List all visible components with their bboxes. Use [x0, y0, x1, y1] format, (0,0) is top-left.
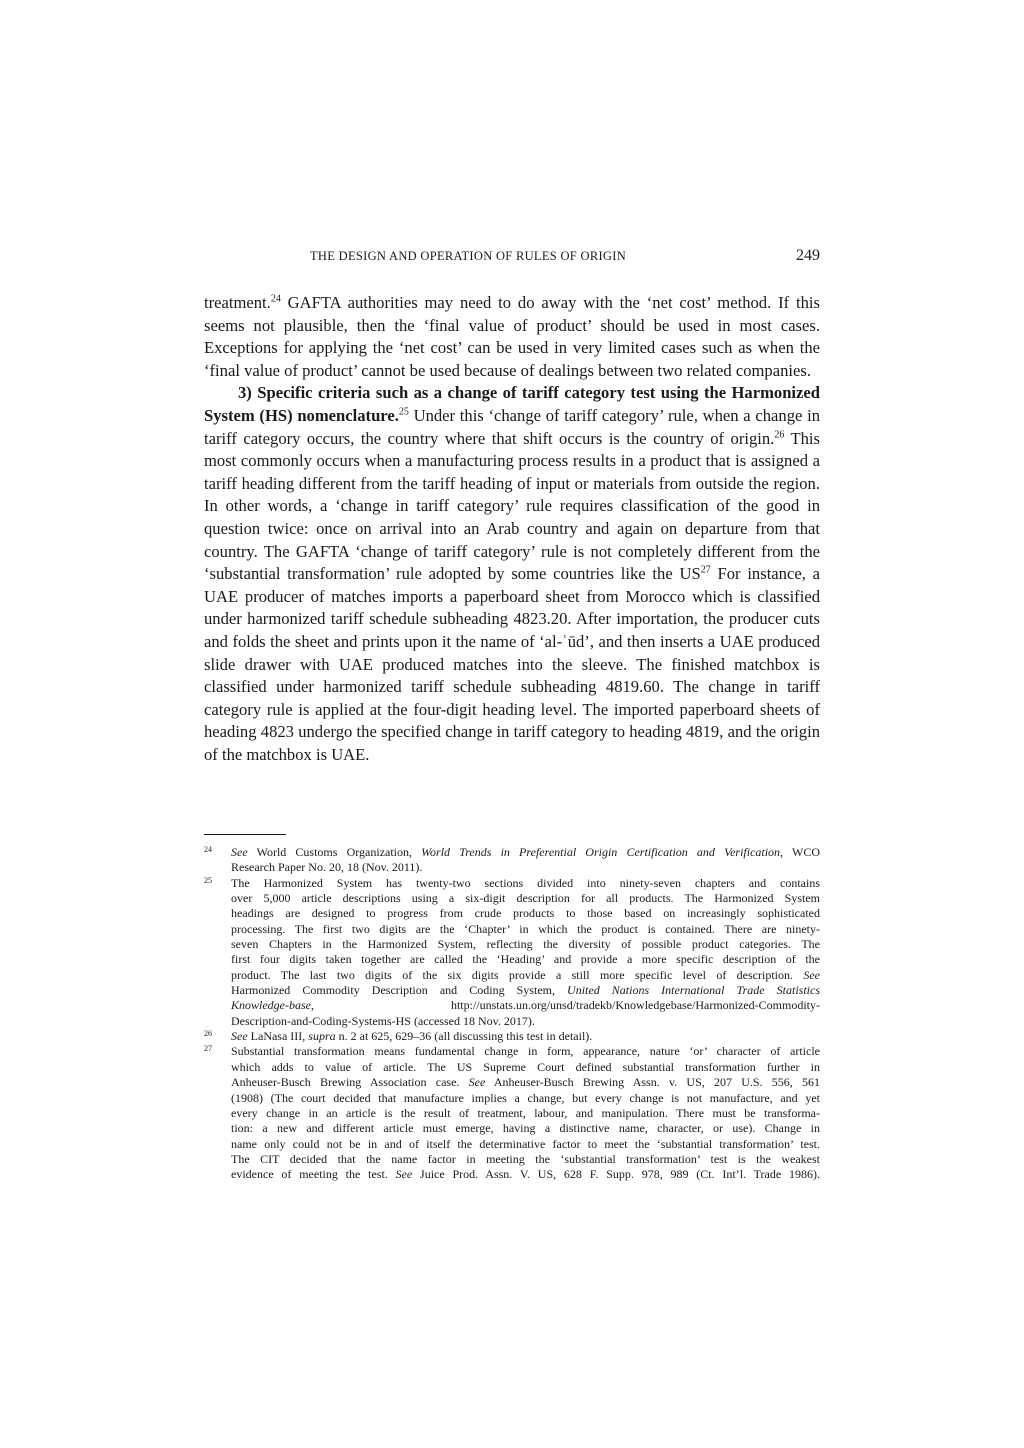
fn25-source-title: United Nations International Trade Statistics — [567, 983, 820, 998]
fn27-line-9b: Juice Prod. Assn. V. US, 628 F. Supp. 978, 989 (Ct. Int’l. Trade 1986). — [412, 1167, 820, 1182]
signal-see: See — [468, 1075, 486, 1090]
p1-text-a: treatment. — [204, 293, 271, 312]
fn24-text-b: , WCO — [780, 845, 820, 859]
fn25-line-7: product. The last two digits of the six digits provide a still more specific level of description. — [231, 967, 804, 982]
page-header — [204, 247, 820, 271]
fn25-source-title-cont: Knowledge-base — [231, 998, 311, 1013]
p2-text-b: This most commonly occurs when a manufacturing process results in a product that is assigned a tariff heading different from the tariff heading of input or materials from outside the region. In other words, a ‘change in tariff category’ rule requires classification of the good in question twice: once on arrival into an Arab country and again on departure from that country. The GAFTA ‘change of tariff category’ rule is not completely different from the ‘substantial transformation’ rule adopted by some countries like the US — [204, 428, 820, 584]
footnote-rule — [204, 834, 286, 835]
fn26-text-b: n. 2 at 625, 629–36 (all discussing this test in detail). — [335, 1029, 593, 1044]
fn24-line-2: Research Paper No. 20, 18 (Nov. 2011). — [231, 860, 423, 875]
p1-text-b: GAFTA authorities may need to do away with the ‘net cost’ method. If this seems not plausible, then the ‘final value of product’ should be used in most cases. Exceptions for applying the ‘net cost’ can be used in very limited cases such as when the ‘final value of product’ cannot be used because of dealings between two related companies. — [204, 293, 820, 380]
fn27-line: (1908) (The court decided that manufacture implies a change, but every change is not manufacture, and yet — [231, 1090, 820, 1105]
signal-see: See — [803, 967, 820, 982]
fn25-line: headings are designed to progress from crude products to those based on increasingly sophisticated — [231, 906, 820, 921]
footnote-number: 25 — [204, 875, 212, 885]
fn27-line: tion: a new and different article must emerge, having a distinctive name, character, or use). Change in — [231, 1121, 820, 1136]
p2-text-c: For instance, a UAE producer of matches imports a paperboard sheet from Morocco which is classified under harmonized tariff schedule subheading 4823.20. After importation, the producer cuts and folds the sheet and prints upon it the name of ‘al-ʿūd’, and then inserts a UAE produced slide drawer with UAE produced matches into the sleeve. The finished matchbox is classified under harmonized tariff schedule subheading 4819.60. The change in tariff category rule is applied at the four-digit heading level. The imported paperboard sheets of heading 4823 undergo the specified change in tariff category to heading 4819, and the origin of the matchbox is UAE. — [204, 564, 820, 764]
footnote-number: 26 — [204, 1029, 212, 1039]
fn27-line-3a: Anheuser-Busch Brewing Association case. — [231, 1075, 469, 1090]
footnote-ref-24: 24 — [270, 293, 281, 305]
footnote-number: 27 — [204, 1044, 212, 1054]
page-number: 249 — [796, 247, 820, 264]
fn25-url: , http://unstats.un.org/unsd/tradekb/Knowledgebase/Harmonized-Commodity- — [311, 998, 820, 1013]
footnote-25 — [204, 876, 820, 1029]
body-text — [204, 292, 820, 766]
running-head: THE DESIGN AND OPERATION OF RULES OF ORIGIN — [310, 249, 627, 263]
fn27-line: which adds to value of article. The US Supreme Court defined substantial transformation further in — [231, 1059, 820, 1074]
fn25-line: over 5,000 article descriptions using a six-digit description for all products. The Harmonized System — [231, 891, 820, 906]
fn27-line-3b: Anheuser-Busch Brewing Assn. v. US, 207 U.S. 556, 561 — [485, 1075, 821, 1090]
footnote-number: 24 — [204, 845, 212, 854]
fn26-text-a: LaNasa III, — [247, 1029, 309, 1044]
fn25-line: processing. The first two digits are the ‘Chapter’ in which the product is contained. There are ninety- — [231, 921, 820, 936]
fn27-line: Substantial transformation means fundamental change in form, appearance, nature ‘or’ character of article — [231, 1044, 820, 1059]
fn27-line: The CIT decided that the name factor in meeting the ‘substantial transformation’ test is the weakest — [231, 1151, 820, 1166]
fn24-text-a: World Customs Organization, — [247, 845, 422, 859]
footnote-ref-25: 25 — [398, 406, 409, 418]
fn25-line-10: Description-and-Coding-Systems-HS (accessed 18 Nov. 2017). — [231, 1013, 535, 1028]
footnote-27 — [204, 1044, 820, 1182]
fn27-line: every change in an article is the result of treatment, labour, and manipulation. There must be transforma- — [231, 1105, 820, 1120]
fn25-line-8: Harmonized Commodity Description and Coding System, — [231, 983, 568, 998]
footnote-24 — [204, 845, 820, 876]
fn25-line: first four digits taken together are called the ‘Heading’ and provide a more specific description of the — [231, 952, 820, 967]
signal-see: See — [395, 1167, 413, 1182]
fn24-title: World Trends in Preferential Origin Certification and Verification — [421, 845, 781, 859]
footnote-ref-26: 26 — [774, 429, 785, 441]
run-in-heading: 3) Specific criteria such as a change of tariff category test using the Harmonized System (HS) nomenclature. — [204, 383, 820, 425]
signal-see: See — [231, 1029, 248, 1044]
fn25-line: seven Chapters in the Harmonized System, reflecting the diversity of possible product categories. The — [231, 937, 820, 952]
fn27-line: name only could not be in and of itself the determinative factor to meet the ‘substantial transformation’ test. — [231, 1136, 820, 1151]
fn25-line: The Harmonized System has twenty-two sections divided into ninety-seven chapters and contains — [231, 875, 820, 890]
paragraph-1 — [204, 292, 820, 382]
fn27-line-9a: evidence of meeting the test. — [231, 1167, 396, 1182]
footnotes — [204, 845, 820, 1183]
fn26-supra: supra — [308, 1029, 336, 1044]
footnote-ref-27: 27 — [700, 564, 711, 576]
footnote-26 — [204, 1029, 820, 1044]
p2-text-a: Under this ‘change of tariff category’ rule, when a change in tariff category occurs, the country where that shift occurs is the country of origin. — [204, 405, 820, 448]
signal-see: See — [231, 845, 248, 859]
paragraph-2 — [204, 382, 820, 766]
